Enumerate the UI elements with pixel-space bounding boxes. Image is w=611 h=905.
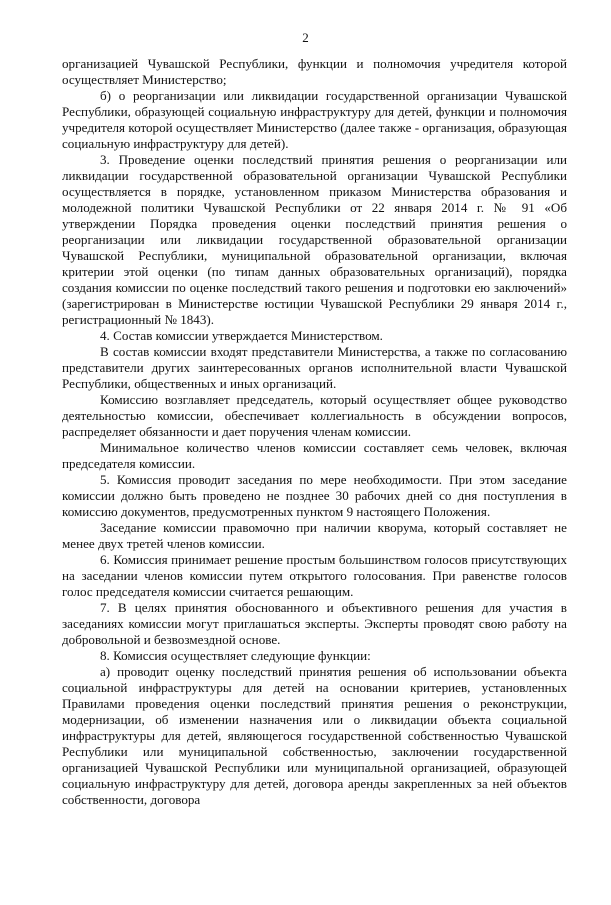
paragraph: Заседание комиссии правомочно при наличии кворума, который составляет не менее двух третей членов комиссии. (62, 520, 567, 551)
paragraph: Комиссию возглавляет председатель, который осуществляет общее руководство деятельностью комиссии, обеспечивает коллегиальность в обсуждении вопросов, распределяет обязанности и дает поручения членам комиссии. (62, 392, 567, 439)
paragraph: 5. Комиссия проводит заседания по мере необходимости. При этом заседание комиссии должно быть проведено не позднее 30 рабочих дней со дня поступления в комиссию документов, предусмотренных пунктом 9 настоящего Положения. (62, 472, 567, 519)
page-number: 2 (302, 30, 309, 45)
paragraph: 3. Проведение оценки последствий принятия решения о реорганизации или ликвидации государственной образовательной организации Чувашской Республики осуществляется в порядке, установленном приказом Министерства образования и молодежной политики Чувашской Республики от 22 января 2014 г. № 91 «Об утверждении Порядка проведения оценки последствий принятия решения о реорганизации или ликвидации государственной образовательной организации Чувашской Республики, муниципальной образовательной организации, включая критерии этой оценки (по типам данных образовательных организаций), порядка создания комиссии по оценке последствий такого решения и подготовки ею заключений» (зарегистрирован в Министерстве юстиции Чувашской Республики 29 января 2014 г., регистрационный № 1843). (62, 152, 567, 327)
paragraph: 6. Комиссия принимает решение простым большинством голосов присутствующих на заседании членов комиссии путем открытого голосования. При равенстве голосов голос председателя комиссии считается решающим. (62, 552, 567, 599)
paragraph: В состав комиссии входят представители Министерства, а также по согласованию представители других заинтересованных органов исполнительной власти Чувашской Республики, общественных и иных организаций. (62, 344, 567, 391)
paragraph: Минимальное количество членов комиссии составляет семь человек, включая председателя комиссии. (62, 440, 567, 471)
document-body (62, 56, 567, 808)
paragraph: 4. Состав комиссии утверждается Министерством. (100, 328, 383, 343)
paragraph: организацией Чувашской Республики, функции и полномочия учредителя которой осуществляет Министерство; (62, 56, 567, 87)
paragraph: а) проводит оценку последствий принятия решения об использовании объекта социальной инфраструктуры для детей на основании критериев, установленных Правилами проведения оценки последствий принятия решения о реконструкции, модернизации, об изменении назначения или о ликвидации объекта социальной инфраструктуры для детей, являющегося государственной собственностью Чувашской Республики или муниципальной собственностью, заключении государственной организацией Чувашской Республики или муниципальной организацией, образующей социальную инфраструктуру для детей, договора аренды закрепленных за ней объектов собственности, договора (62, 664, 567, 807)
paragraph: 7. В целях принятия обоснованного и объективного решения для участия в заседаниях комиссии могут приглашаться эксперты. Эксперты проводят свою работу на добровольной и безвозмездной основе. (62, 600, 567, 647)
paragraph: 8. Комиссия осуществляет следующие функции: (100, 648, 371, 663)
paragraph: б) о реорганизации или ликвидации государственной организации Чувашской Республики, образующей социальную инфраструктуру для детей, функции и полномочия учредителя которой осуществляет Министерство (далее также - организация, образующая социальную инфраструктуру для детей). (62, 88, 567, 151)
